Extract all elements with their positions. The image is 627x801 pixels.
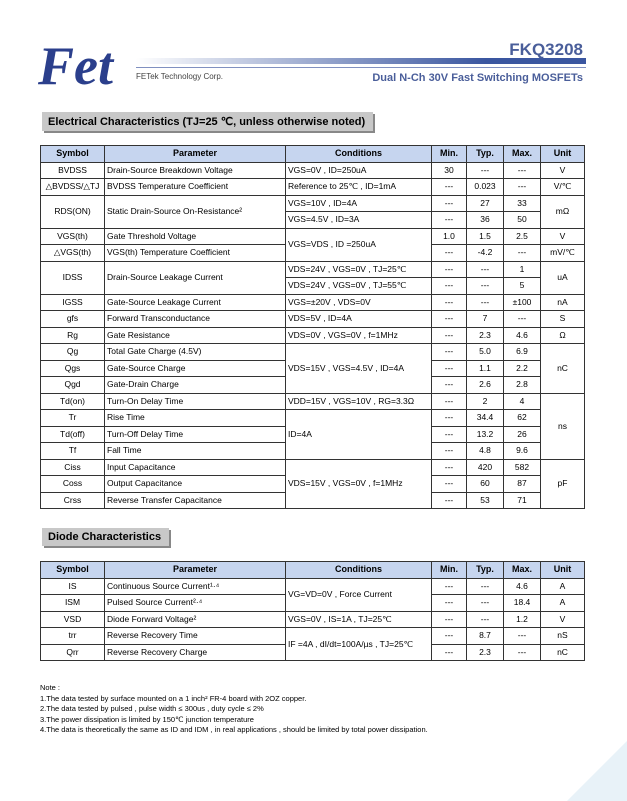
cell-min: --- [432, 459, 467, 476]
cell-sym: Td(off) [41, 426, 105, 443]
cell-cond: VGS=0V , IS=1A , TJ=25℃ [286, 611, 432, 628]
cell-cond: VDS=15V , VGS=0V , f=1MHz [286, 459, 432, 509]
cell-cond: VDS=0V , VGS=0V , f=1MHz [286, 327, 432, 344]
cell-param: Reverse Recovery Charge [105, 644, 286, 661]
page-corner-decoration [567, 741, 627, 801]
column-header: Unit [541, 562, 585, 579]
cell-unit: A [541, 578, 585, 595]
cell-sym: Crss [41, 492, 105, 509]
part-number: FKQ3208 [509, 40, 583, 59]
cell-typ: 2 [467, 393, 504, 410]
cell-max: 62 [504, 410, 541, 427]
cell-sym: Qg [41, 344, 105, 361]
column-header: Symbol [41, 562, 105, 579]
cell-typ: 53 [467, 492, 504, 509]
cell-unit: V [541, 228, 585, 245]
electrical-section-title: Electrical Characteristics (TJ=25 ℃, unless otherwise noted) [42, 112, 373, 131]
cell-typ: 2.6 [467, 377, 504, 394]
cell-typ: --- [467, 595, 504, 612]
cell-sym: Qrr [41, 644, 105, 661]
cell-max: --- [504, 179, 541, 196]
table-row [41, 628, 585, 645]
column-header: Unit [541, 146, 585, 163]
cell-param: Gate Resistance [105, 327, 286, 344]
cell-sym: ISM [41, 595, 105, 612]
table-row [41, 228, 585, 245]
cell-cond: ID=4A [286, 410, 432, 460]
cell-sym: trr [41, 628, 105, 645]
cell-unit: Ω [541, 327, 585, 344]
cell-param: Gate-Drain Charge [105, 377, 286, 394]
header-rule [136, 67, 586, 68]
column-header: Symbol [41, 146, 105, 163]
cell-unit: ns [541, 393, 585, 459]
cell-cond: VDS=15V , VGS=4.5V , ID=4A [286, 344, 432, 394]
cell-max: 2.8 [504, 377, 541, 394]
cell-unit: mΩ [541, 195, 585, 228]
cell-typ: 7 [467, 311, 504, 328]
cell-unit: A [541, 595, 585, 612]
cell-param: Forward Transconductance [105, 311, 286, 328]
column-header: Max. [504, 562, 541, 579]
cell-typ: --- [467, 162, 504, 179]
cell-param: Continuous Source Current¹·⁴ [105, 578, 286, 595]
cell-cond: VDS=24V , VGS=0V , TJ=25℃ [286, 261, 432, 278]
header-gradient-bar [136, 58, 486, 64]
column-header: Parameter [105, 562, 286, 579]
cell-max: 4.6 [504, 578, 541, 595]
cell-typ: 420 [467, 459, 504, 476]
table-row [41, 393, 585, 410]
cell-min: --- [432, 360, 467, 377]
cell-sym: VSD [41, 611, 105, 628]
column-header: Max. [504, 146, 541, 163]
table-row [41, 162, 585, 179]
part-subtitle: Dual N-Ch 30V Fast Switching MOSFETs [372, 72, 583, 84]
cell-unit: nS [541, 628, 585, 645]
cell-sym: Rg [41, 327, 105, 344]
note-item: 4.The data is theoretically the same as ID and IDM , in real applications , should be limited by total power dissipation. [40, 725, 428, 734]
cell-max: 1 [504, 261, 541, 278]
cell-min: --- [432, 327, 467, 344]
cell-min: --- [432, 212, 467, 229]
cell-param: Gate-Source Leakage Current [105, 294, 286, 311]
cell-max: ±100 [504, 294, 541, 311]
cell-typ: 34.4 [467, 410, 504, 427]
cell-typ: 2.3 [467, 644, 504, 661]
cell-max: 26 [504, 426, 541, 443]
cell-sym: IGSS [41, 294, 105, 311]
cell-typ: 0.023 [467, 179, 504, 196]
cell-sym: Tf [41, 443, 105, 460]
cell-min: --- [432, 628, 467, 645]
cell-max: 2.5 [504, 228, 541, 245]
cell-max: --- [504, 311, 541, 328]
electrical-table-header [41, 146, 585, 163]
cell-typ: 27 [467, 195, 504, 212]
fetek-logo-icon [36, 36, 136, 96]
cell-max: 4.6 [504, 327, 541, 344]
cell-param: Reverse Recovery Time [105, 628, 286, 645]
note-item: 1.The data tested by surface mounted on a 1 inch² FR-4 board with 2OZ copper. [40, 693, 307, 703]
cell-max: 71 [504, 492, 541, 509]
note-item: 3.The power dissipation is limited by 150℃ junction temperature [40, 714, 254, 724]
cell-min: --- [432, 476, 467, 493]
diode-table [40, 561, 585, 661]
cell-unit: V/℃ [541, 179, 585, 196]
cell-sym: △VGS(th) [41, 245, 105, 262]
cell-typ: --- [467, 261, 504, 278]
cell-unit: nC [541, 344, 585, 394]
note-item: 2.The data tested by pulsed , pulse width ≤ 300us , duty cycle ≤ 2% [40, 704, 264, 713]
cell-min: --- [432, 278, 467, 295]
cell-sym: VGS(th) [41, 228, 105, 245]
cell-param: Drain-Source Breakdown Voltage [105, 162, 286, 179]
cell-param: Reverse Transfer Capacitance [105, 492, 286, 509]
cell-max: --- [504, 644, 541, 661]
cell-sym: Td(on) [41, 393, 105, 410]
cell-param: Diode Forward Voltage² [105, 611, 286, 628]
cell-max: 582 [504, 459, 541, 476]
cell-cond: VGS=4.5V , ID=3A [286, 212, 432, 229]
cell-sym: Qgd [41, 377, 105, 394]
cell-typ: 60 [467, 476, 504, 493]
cell-param: Pulsed Source Current²·⁴ [105, 595, 286, 612]
cell-cond: VGS=0V , ID=250uA [286, 162, 432, 179]
table-row [41, 578, 585, 595]
company-name: FETek Technology Corp. [136, 72, 224, 81]
cell-unit: V [541, 162, 585, 179]
cell-cond: VGS=10V , ID=4A [286, 195, 432, 212]
cell-param: Fall Time [105, 443, 286, 460]
cell-typ: 1.5 [467, 228, 504, 245]
table-row [41, 410, 585, 427]
cell-min: --- [432, 578, 467, 595]
cell-param: VGS(th) Temperature Coefficient [105, 245, 286, 262]
cell-unit: nA [541, 294, 585, 311]
cell-min: --- [432, 261, 467, 278]
cell-unit: mV/℃ [541, 245, 585, 262]
cell-sym: Qgs [41, 360, 105, 377]
cell-cond: VDS=5V , ID=4A [286, 311, 432, 328]
cell-typ: --- [467, 278, 504, 295]
cell-max: --- [504, 245, 541, 262]
column-header: Conditions [286, 146, 432, 163]
column-header: Typ. [467, 146, 504, 163]
cell-unit: nC [541, 644, 585, 661]
cell-sym: Ciss [41, 459, 105, 476]
cell-max: 18.4 [504, 595, 541, 612]
cell-param: Total Gate Charge (4.5V) [105, 344, 286, 361]
cell-typ: 4.8 [467, 443, 504, 460]
cell-param: Gate Threshold Voltage [105, 228, 286, 245]
cell-max: 6.9 [504, 344, 541, 361]
cell-min: --- [432, 611, 467, 628]
diode-section-title: Diode Characteristics [42, 528, 169, 546]
cell-max: --- [504, 162, 541, 179]
cell-cond: VG=VD=0V , Force Current [286, 578, 432, 611]
cell-param: Rise Time [105, 410, 286, 427]
cell-cond: VDD=15V , VGS=10V , RG=3.3Ω [286, 393, 432, 410]
cell-min: --- [432, 195, 467, 212]
table-row [41, 459, 585, 476]
table-row [41, 261, 585, 278]
cell-min: --- [432, 377, 467, 394]
cell-sym: RDS(ON) [41, 195, 105, 228]
diode-table-header [41, 562, 585, 579]
table-row [41, 179, 585, 196]
notes-heading: Note : [40, 683, 61, 692]
cell-typ: 2.3 [467, 327, 504, 344]
cell-cond: VDS=24V , VGS=0V , TJ=55℃ [286, 278, 432, 295]
cell-unit: V [541, 611, 585, 628]
table-row [41, 344, 585, 361]
column-header: Min. [432, 146, 467, 163]
cell-min: --- [432, 179, 467, 196]
cell-min: 1.0 [432, 228, 467, 245]
cell-sym: △BVDSS/△TJ [41, 179, 105, 196]
cell-min: --- [432, 492, 467, 509]
cell-cond: VGS=VDS , ID =250uA [286, 228, 432, 261]
table-row [41, 311, 585, 328]
cell-min: --- [432, 294, 467, 311]
table-row [41, 294, 585, 311]
cell-min: 30 [432, 162, 467, 179]
cell-min: --- [432, 443, 467, 460]
cell-cond: VGS=±20V , VDS=0V [286, 294, 432, 311]
table-row [41, 611, 585, 628]
cell-min: --- [432, 245, 467, 262]
cell-param: Drain-Source Leakage Current [105, 261, 286, 294]
cell-param: Gate-Source Charge [105, 360, 286, 377]
cell-min: --- [432, 344, 467, 361]
cell-typ: --- [467, 294, 504, 311]
cell-param: Output Capacitance [105, 476, 286, 493]
cell-typ: 8.7 [467, 628, 504, 645]
cell-max: 33 [504, 195, 541, 212]
cell-min: --- [432, 410, 467, 427]
cell-param: Turn-Off Delay Time [105, 426, 286, 443]
cell-max: 9.6 [504, 443, 541, 460]
page-header [0, 0, 627, 100]
cell-typ: -4.2 [467, 245, 504, 262]
cell-typ: 13.2 [467, 426, 504, 443]
cell-max: 1.2 [504, 611, 541, 628]
cell-typ: --- [467, 611, 504, 628]
column-header: Conditions [286, 562, 432, 579]
cell-typ: 5.0 [467, 344, 504, 361]
cell-typ: --- [467, 578, 504, 595]
electrical-table [40, 145, 585, 509]
cell-max: 50 [504, 212, 541, 229]
cell-sym: IDSS [41, 261, 105, 294]
column-header: Typ. [467, 562, 504, 579]
cell-typ: 1.1 [467, 360, 504, 377]
table-row [41, 195, 585, 212]
logo-text: Fet [38, 36, 113, 96]
cell-max: 2.2 [504, 360, 541, 377]
cell-sym: BVDSS [41, 162, 105, 179]
cell-min: --- [432, 595, 467, 612]
notes-block [40, 683, 428, 736]
cell-min: --- [432, 311, 467, 328]
cell-unit: S [541, 311, 585, 328]
cell-min: --- [432, 644, 467, 661]
cell-cond: IF =4A , dI/dt=100A/µs , TJ=25℃ [286, 628, 432, 661]
cell-typ: 36 [467, 212, 504, 229]
cell-max: 5 [504, 278, 541, 295]
cell-min: --- [432, 393, 467, 410]
cell-param: Input Capacitance [105, 459, 286, 476]
table-row [41, 327, 585, 344]
cell-cond: Reference to 25℃ , ID=1mA [286, 179, 432, 196]
cell-max: 87 [504, 476, 541, 493]
cell-sym: gfs [41, 311, 105, 328]
cell-sym: Coss [41, 476, 105, 493]
cell-max: 4 [504, 393, 541, 410]
cell-sym: IS [41, 578, 105, 595]
cell-param: Turn-On Delay Time [105, 393, 286, 410]
cell-unit: uA [541, 261, 585, 294]
cell-unit: pF [541, 459, 585, 509]
cell-param: Static Drain-Source On-Resistance² [105, 195, 286, 228]
cell-min: --- [432, 426, 467, 443]
cell-param: BVDSS Temperature Coefficient [105, 179, 286, 196]
cell-max: --- [504, 628, 541, 645]
cell-sym: Tr [41, 410, 105, 427]
column-header: Min. [432, 562, 467, 579]
column-header: Parameter [105, 146, 286, 163]
